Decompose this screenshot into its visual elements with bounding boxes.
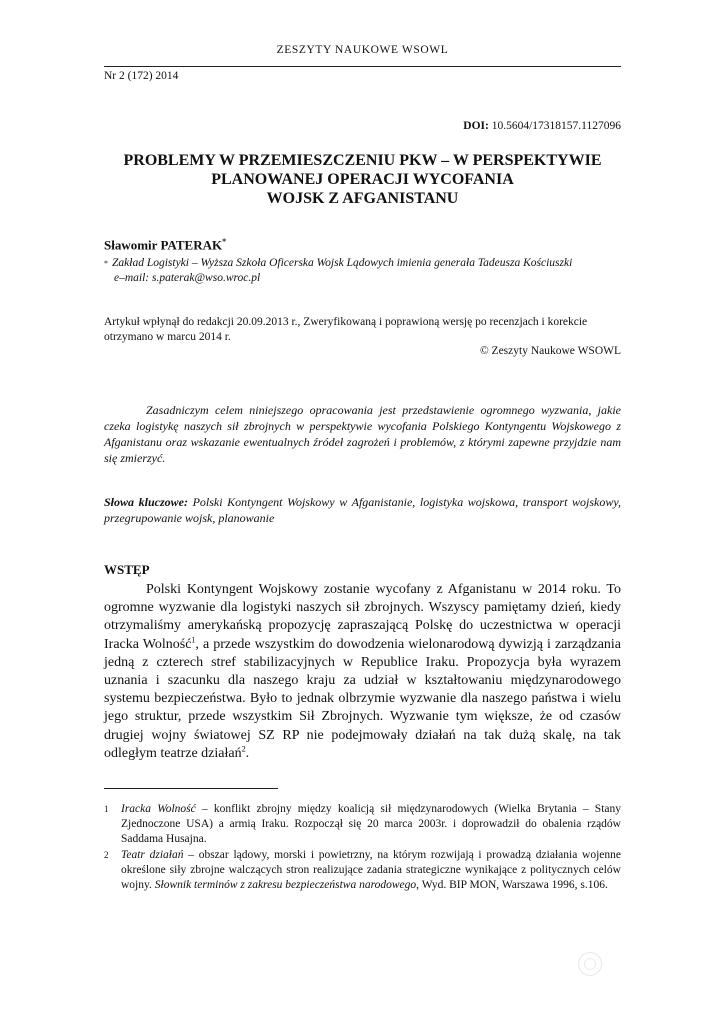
footnote-text: – obszar lądowy, morski i powietrzny, na którym rozwijają i prowadzą działania wojenne określone siły zbrojne walczących stron realizujące zadania strategiczne wynikające z politycznych celów wojny. bbox=[121, 849, 621, 891]
title-line-3: WOJSK Z AFGANISTANU bbox=[266, 190, 459, 207]
footnote-number: 2 bbox=[104, 850, 109, 860]
footnote-text: – konflikt zbrojny między koalicją sił międzynarodowych (Wielka Brytania – Stany Zjednoczone USA) a armią Iraku. Rozpoczął się 20 marca 2003r. i doprowadził do obalenia rządów Saddama Husajna. bbox=[121, 803, 621, 845]
footnote-tail: , Wyd. BIP MON, Warszawa 1996, s.106. bbox=[416, 879, 608, 891]
author-name: Sławomir PATERAK bbox=[104, 237, 223, 253]
keywords-label: Słowa kluczowe: bbox=[104, 495, 188, 509]
issue-number: Nr 2 (172) 2014 bbox=[104, 70, 179, 82]
footnote-ref-1[interactable]: 1 bbox=[191, 634, 196, 644]
doi bbox=[463, 120, 621, 132]
body-part-2: , a przede wszystkim do dowodzenia wielonarodową dywizją i zarządzania jedną z czterech stref stabilizacyjnych w Republice Iraku. Propozycja była wyrazem uznania i szacunku dla naszego kraju za udział w kształtowaniu międzynarodowego systemu bezpieczeństwa. Było to jednak olbrzymie wyzwanie dla naszego państwa i wielu jego struktur, przede wszystkim Sił Zbrojnych. Wyzwanie tym większe, że od czasów drugiej wojny światowej SZ RP nie podejmowały działań na tak dużą skalę, na tak odległym teatrze działań bbox=[104, 636, 622, 761]
author-email: e–mail: s.paterak@wso.wroc.pl bbox=[114, 272, 261, 284]
footnote-source: Słownik terminów z zakresu bezpieczeństwa narodowego bbox=[154, 879, 417, 891]
author bbox=[104, 237, 226, 253]
title-line-1: PROBLEMY W PRZEMIESZCZENIU PKW – W PERSPEKTYWIE bbox=[123, 152, 602, 169]
footnote-term: Teatr działań bbox=[121, 849, 184, 861]
footnote bbox=[104, 848, 621, 893]
header-rule bbox=[104, 66, 621, 67]
footnote-rule bbox=[104, 788, 278, 789]
body-part-1: Polski Kontyngent Wojskowy zostanie wycofany z Afganistanu w 2014 roku. To ogromne wyzwanie dla logistyki naszych sił zbrojnych. Wszyscy pamiętamy dzień, kiedy otrzymaliśmy amerykańską propozycję zapraszającą Polskę do uczestnictwa w operacji Iracka Wolność bbox=[104, 582, 621, 652]
author-marker: * bbox=[222, 237, 227, 246]
doi-value: 10.5604/17318157.1127096 bbox=[491, 120, 621, 132]
section-heading: WSTĘP bbox=[104, 562, 150, 577]
doi-label: DOI: bbox=[463, 120, 489, 132]
affiliation-marker: * bbox=[104, 259, 108, 268]
received-note: Artykuł wpłynął do redakcji 20.09.2013 r., Zweryfikowaną i poprawioną wersję po recenzjach i korekcie otrzymano w marcu 2014 r. bbox=[104, 316, 588, 343]
title-line-2: PLANOWANEJ OPERACJI WYCOFANIA bbox=[211, 171, 514, 188]
copyright: © Zeszyty Naukowe WSOWL bbox=[479, 345, 621, 357]
abstract: Zasadniczym celem niniejszego opracowania jest przedstawienie ogromnego wyzwania, jakie czeka logistykę naszych sił zbrojnych w perspektywie wycofania Polskiego Kontyngentu Wojskowego z Afganistanu oraz wskazanie ewentualnych źródeł zagrożeń i problemów, z którymi zapewne przyjdzie nam się zmierzyć. bbox=[104, 403, 621, 465]
body-part-3: . bbox=[245, 745, 250, 761]
footnote bbox=[104, 802, 621, 847]
footnote-term: Iracka Wolność bbox=[121, 803, 196, 815]
keywords bbox=[104, 494, 621, 526]
article-title bbox=[104, 151, 621, 208]
footnote-number: 1 bbox=[104, 804, 109, 814]
affiliation-block bbox=[104, 256, 624, 286]
affiliation: Zakład Logistyki – Wyższa Szkoła Oficerska Wojsk Lądowych imienia generała Tadeusza Kościuszki bbox=[112, 257, 573, 269]
intro-paragraph bbox=[104, 581, 621, 763]
watermark-icon bbox=[578, 952, 602, 976]
journal-running-head: ZESZYTY NAUKOWE WSOWL bbox=[276, 44, 449, 56]
keywords-text: Polski Kontyngent Wojskowy w Afganistanie, logistyka wojskowa, transport wojskowy, przegrupowanie wojsk, planowanie bbox=[104, 495, 622, 525]
footnote-ref-2[interactable]: 2 bbox=[241, 744, 246, 754]
